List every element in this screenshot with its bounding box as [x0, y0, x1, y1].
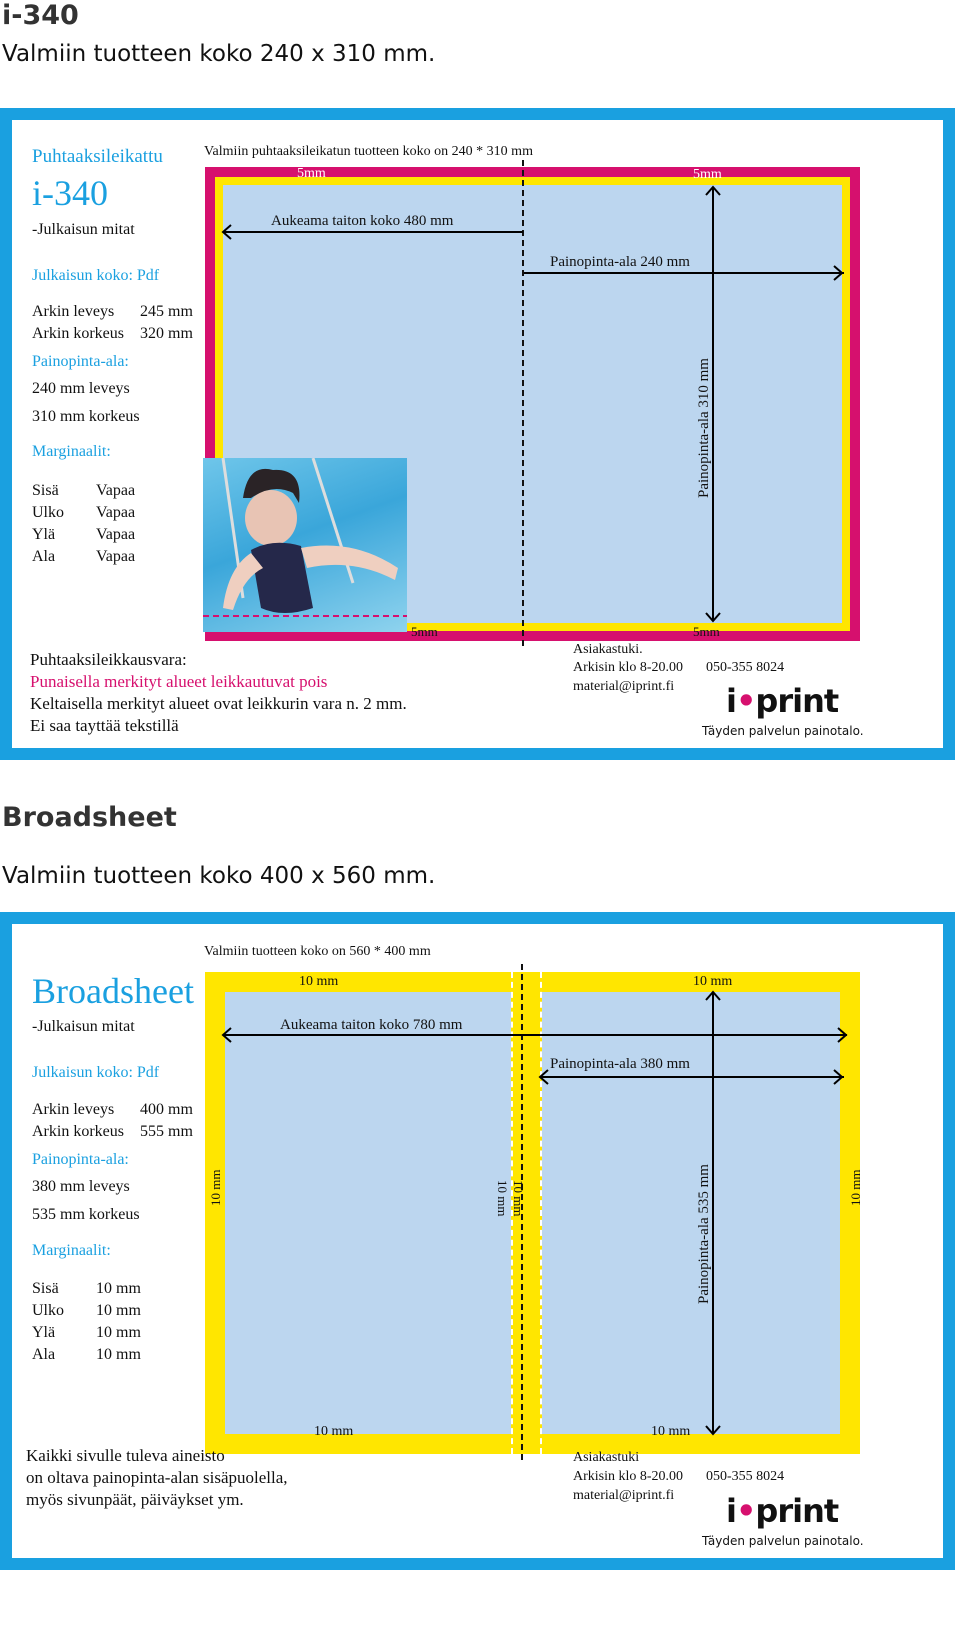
bs-sheet-width-value: 400 mm [140, 1101, 193, 1118]
bs-margins-label: Marginaalit: [32, 1242, 111, 1259]
margin-value-outer: Vapaa [96, 504, 136, 521]
broadsheet-panel [0, 912, 955, 1570]
bs-title-big: Broadsheet [32, 971, 194, 1011]
bs-margin-bottom-right: 10 mm [651, 1424, 691, 1439]
bleed-pink-note: Punaisella merkityt alueet leikkautuvat pois [30, 672, 328, 691]
spread-arrow [223, 231, 523, 233]
margins-label: Marginaalit: [32, 443, 111, 460]
print-width-label: Painopinta-ala 240 mm [550, 254, 690, 270]
bs-margin-top-right: 10 mm [693, 974, 733, 989]
arrow-icon [705, 1424, 721, 1436]
bs-top-note: Valmiin tuotteen koko on 560 * 400 mm [204, 944, 431, 959]
bs-sheet-height-value: 555 mm [140, 1123, 193, 1140]
bleed-yellow-note: Keltaisella merkityt alueet ovat leikkurin vara n. 2 mm. [30, 694, 407, 713]
bs-spread-arrow [223, 1034, 847, 1036]
print-width-arrow [524, 272, 844, 274]
support-email[interactable]: material@iprint.fi [573, 679, 675, 694]
bs-margin-bottom-left: 10 mm [314, 1424, 354, 1439]
bs-sheet-height-label: Arkin korkeus [32, 1123, 124, 1140]
bleed-text-note: Ei saa tayttää tekstillä [30, 716, 179, 735]
margin-label-top: Ylä [32, 526, 56, 543]
bs-print-area-label: Painopinta-ala: [32, 1151, 129, 1168]
bs-margin-label-bottom: Ala [32, 1346, 56, 1363]
bs-margin-line-right [540, 972, 542, 1454]
bs-note-line-3: myös sivunpäät, päiväykset ym. [26, 1490, 244, 1509]
bleed-bottom-left-label: 5mm [411, 624, 438, 639]
arrow-icon [221, 224, 233, 240]
bs-note-line-1: Kaikki sivulle tuleva aineisto [26, 1446, 225, 1465]
bs-spread-label: Aukeama taiton koko 780 mm [280, 1017, 463, 1033]
support-phone: 050-355 8024 [706, 660, 785, 675]
margin-value-inner: Vapaa [96, 482, 136, 499]
title-small: Puhtaaksileikattu [32, 146, 163, 167]
spread-label: Aukeama taiton koko 480 mm [271, 213, 454, 229]
bs-margin-value-inner: 10 mm [96, 1280, 141, 1297]
bs-support-phone: 050-355 8024 [706, 1469, 785, 1484]
bs-sheet-width-label: Arkin leveys [32, 1101, 115, 1118]
bs-format: Julkaisun koko: Pdf [32, 1064, 160, 1081]
bs-print-area-left [225, 992, 511, 1434]
bs-margin-label-outer: Ulko [32, 1302, 64, 1319]
format: Julkaisun koko: Pdf [32, 267, 160, 284]
bs-margin-left: 10 mm [208, 1169, 223, 1206]
bs-support-title: Asiakastuki [573, 1450, 640, 1465]
arrow-icon [705, 990, 721, 1002]
bleed-bottom-right-label: 5mm [693, 624, 720, 639]
sheet-height-value: 320 mm [140, 325, 193, 342]
bs-print-width-arrow [540, 1076, 844, 1078]
section1-size: Valmiin tuotteen koko 240 x 310 mm. [2, 41, 436, 67]
arrow-icon [832, 265, 844, 281]
section2-heading: Broadsheet [2, 802, 177, 833]
title-big: i-340 [32, 173, 108, 213]
logo-dot-icon: • [735, 1492, 756, 1530]
bs-margin-label-inner: Sisä [32, 1280, 59, 1297]
bs-margin-center-b: 10 mm [511, 1180, 526, 1217]
bs-margin-value-outer: 10 mm [96, 1302, 141, 1319]
margin-value-top: Vapaa [96, 526, 136, 543]
bleed-left-label: 5mm [297, 166, 326, 181]
photo-woman-on-swing [203, 458, 407, 632]
bs-print-height-label: Painopinta-ala 535 mm [696, 1164, 712, 1304]
margin-value-bottom: Vapaa [96, 548, 136, 565]
logo-dot-icon: • [735, 682, 756, 720]
bs-subtitle: -Julkaisun mitat [32, 1018, 135, 1035]
bs-margin-top-left: 10 mm [299, 974, 339, 989]
print-area-label: Painopinta-ala: [32, 353, 129, 370]
arrow-icon [836, 1027, 848, 1043]
bs-margin-label-top: Ylä [32, 1324, 56, 1341]
print-area-width: 240 mm leveys [32, 380, 130, 397]
sheet-height-label: Arkin korkeus [32, 325, 124, 342]
print-area-height: 310 mm korkeus [32, 408, 140, 425]
sheet-width-value: 245 mm [140, 303, 193, 320]
arrow-icon [832, 1069, 844, 1085]
section2-size: Valmiin tuotteen koko 400 x 560 mm. [2, 863, 436, 889]
sheet-width-label: Arkin leveys [32, 303, 115, 320]
margin-label-bottom: Ala [32, 548, 56, 565]
i340-panel [0, 108, 955, 760]
arrow-icon [705, 611, 721, 623]
bs-margin-value-bottom: 10 mm [96, 1346, 141, 1363]
bs-tagline: Täyden palvelun painotalo. [702, 1534, 864, 1548]
top-note: Valmiin puhtaaksileikatun tuotteen koko on 240 * 310 mm [204, 144, 533, 159]
print-height-label: Painopinta-ala 310 mm [696, 358, 712, 498]
section1-heading: i-340 [2, 0, 79, 31]
support-title: Asiakastuki. [573, 642, 643, 657]
subtitle: -Julkaisun mitat [32, 221, 135, 238]
bs-print-area-height: 535 mm korkeus [32, 1206, 140, 1223]
margin-label-outer: Ulko [32, 504, 64, 521]
bleed-right-label: 5mm [693, 167, 722, 182]
support-hours: Arkisin klo 8-20.00 [573, 660, 684, 675]
arrow-icon [538, 1069, 550, 1085]
bleed-title: Puhtaaksileikkausvara: [30, 650, 187, 669]
arrow-icon [705, 185, 721, 197]
bs-print-width-label: Painopinta-ala 380 mm [550, 1056, 690, 1072]
bs-note-line-2: on oltava painopinta-alan sisäpuolella, [26, 1468, 288, 1487]
bs-print-area-width: 380 mm leveys [32, 1178, 130, 1195]
iprint-logo: i•print [726, 682, 839, 720]
tagline: Täyden palvelun painotalo. [702, 724, 864, 738]
arrow-icon [221, 1027, 233, 1043]
bs-iprint-logo: i•print [726, 1492, 839, 1530]
bs-margin-center-a: 10 mm [495, 1180, 510, 1217]
bs-margin-value-top: 10 mm [96, 1324, 141, 1341]
bs-support-email[interactable]: material@iprint.fi [573, 1488, 675, 1503]
bs-margin-right: 10 mm [848, 1169, 863, 1206]
margin-label-inner: Sisä [32, 482, 59, 499]
bs-support-hours: Arkisin klo 8-20.00 [573, 1469, 684, 1484]
